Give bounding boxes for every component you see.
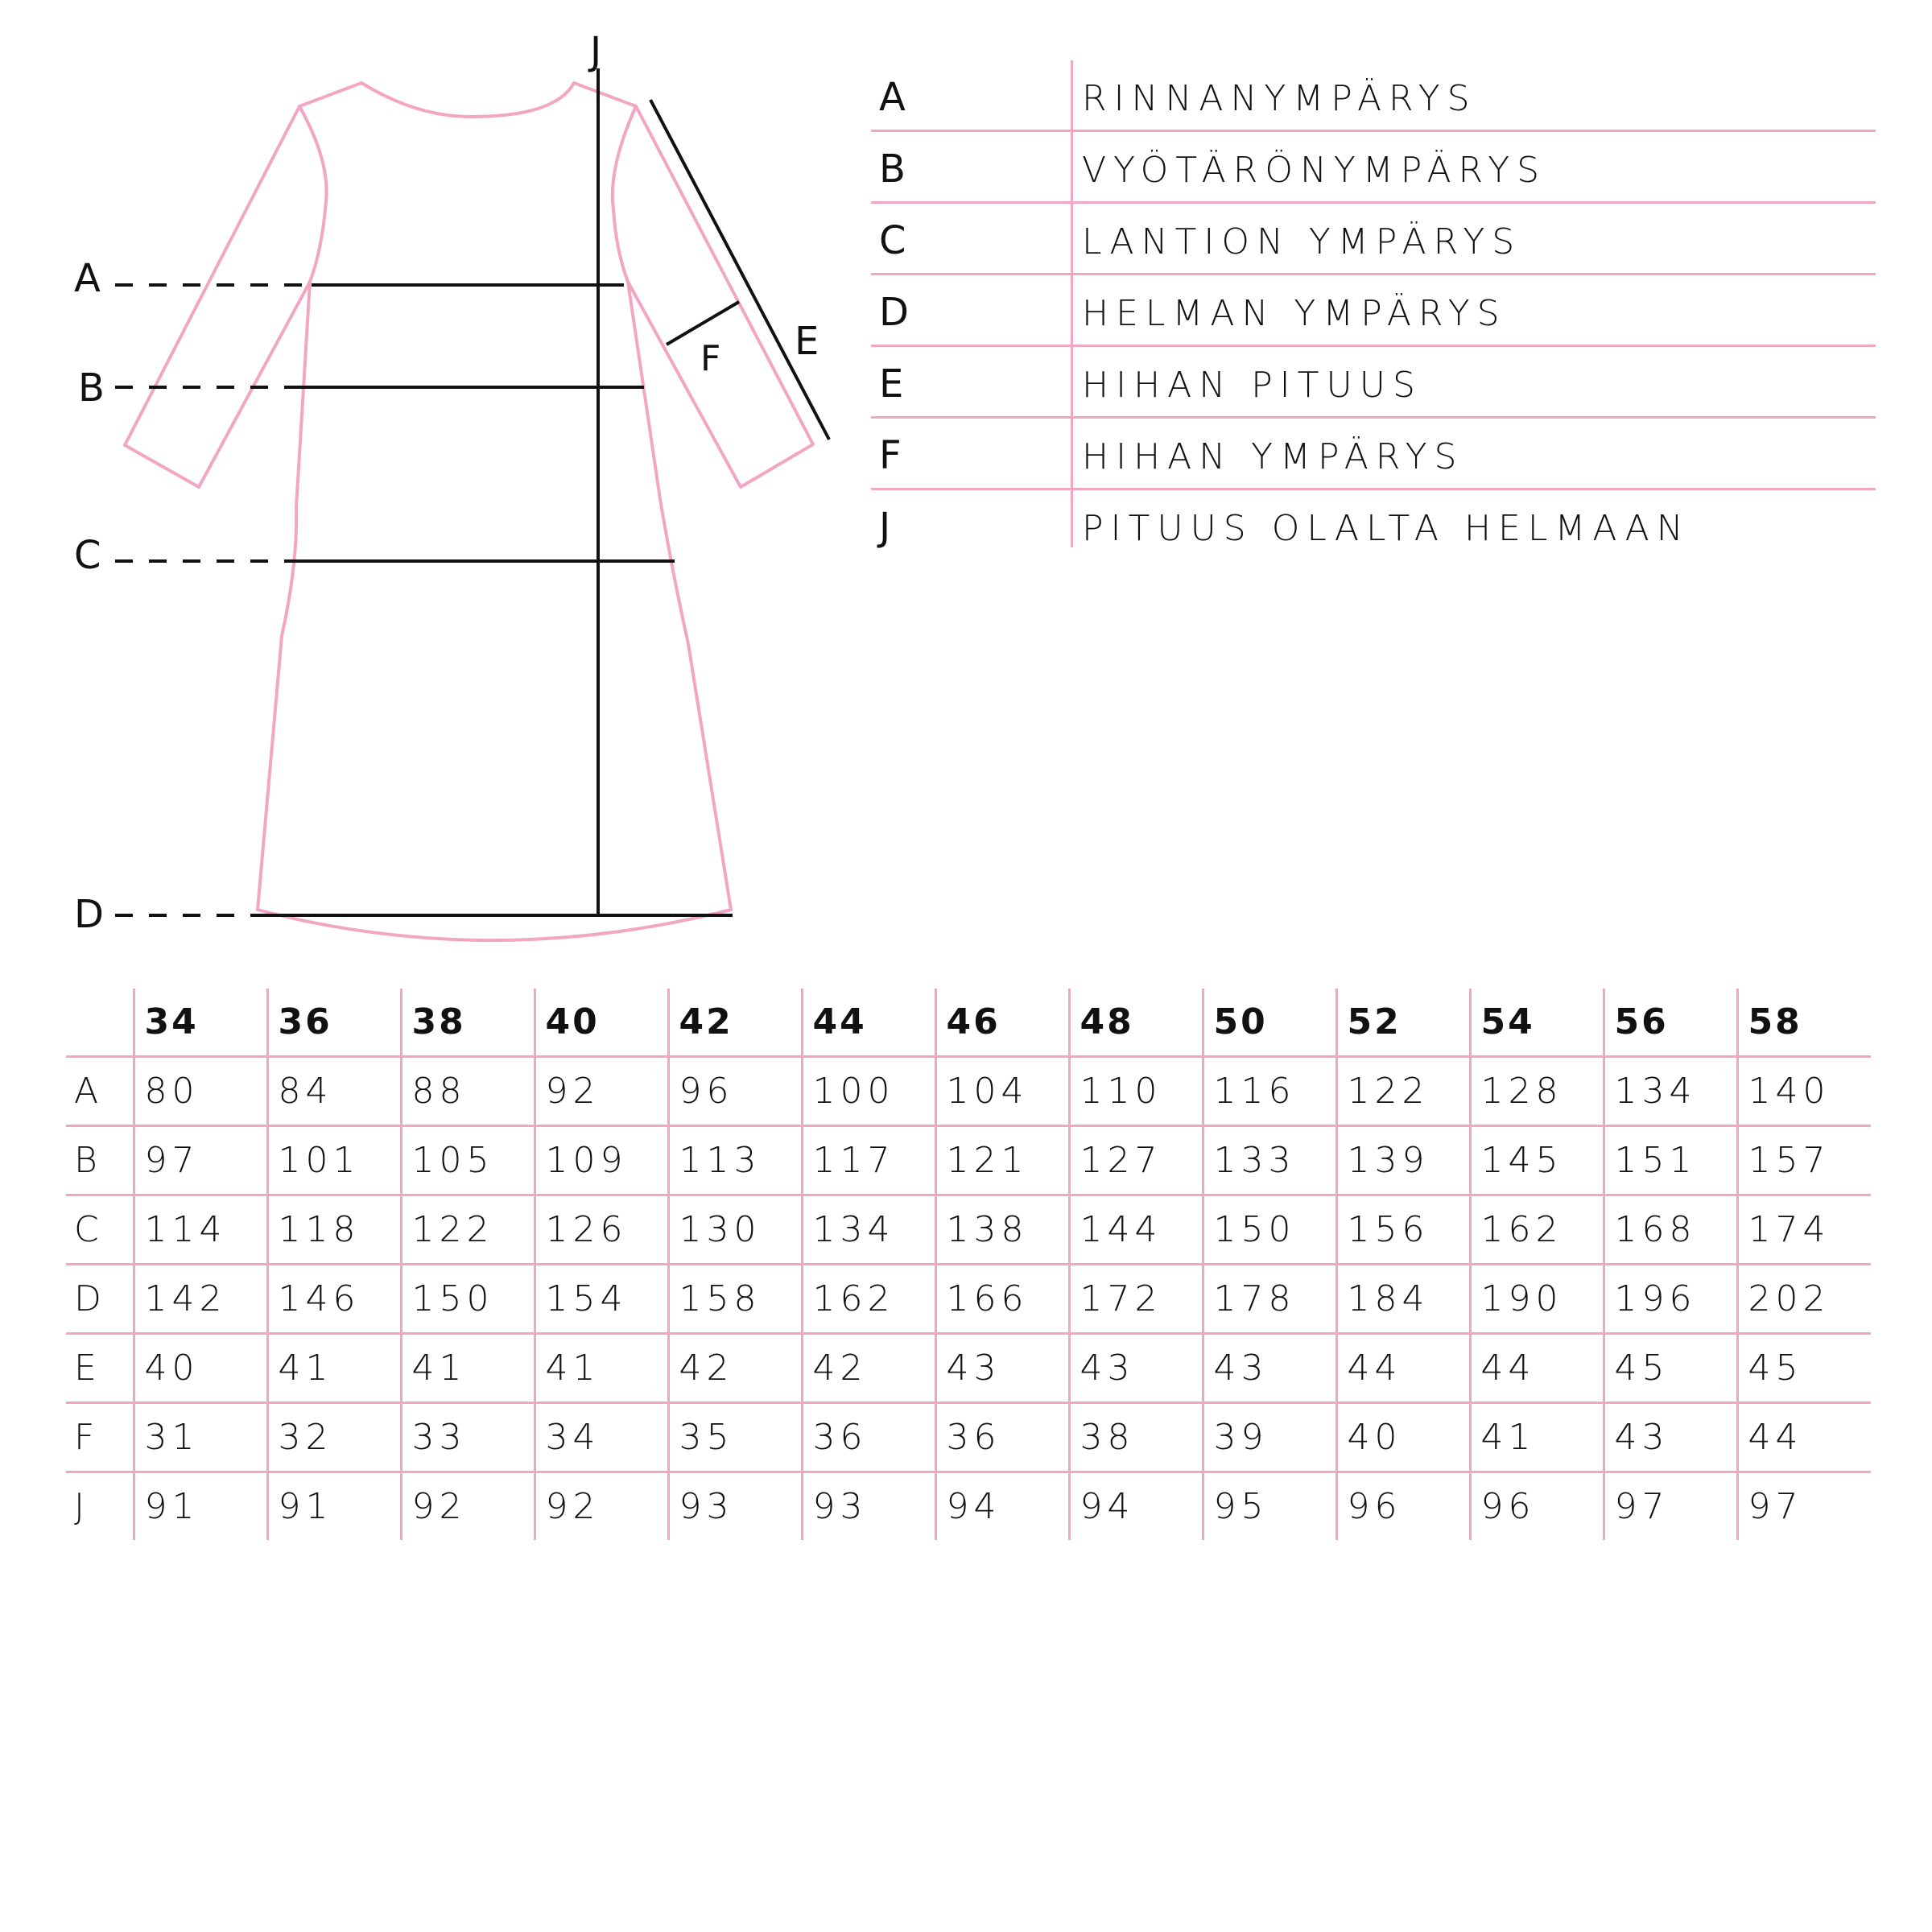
table-cell: 96 (1336, 1472, 1470, 1541)
measurement-legend (871, 60, 1876, 559)
table-cell: 43 (935, 1334, 1069, 1403)
table-cell: 92 (535, 1472, 668, 1541)
table-cell: 122 (401, 1195, 535, 1265)
legend-row (871, 132, 1876, 204)
table-row (66, 1195, 1871, 1265)
table-cell: 97 (1604, 1472, 1737, 1541)
legend-text: LANTION YMPÄRYS (1082, 221, 1522, 262)
legend-key: E (879, 361, 906, 407)
table-cell: 114 (134, 1195, 267, 1265)
table-cell: 145 (1470, 1126, 1604, 1195)
table-row (66, 1265, 1871, 1334)
label-J: J (590, 29, 602, 74)
table-cell: 122 (1336, 1057, 1470, 1126)
table-row (66, 1126, 1871, 1195)
table-cell: 154 (535, 1265, 668, 1334)
table-cell: 41 (401, 1334, 535, 1403)
size-header: 38 (401, 989, 535, 1057)
table-row (66, 1334, 1871, 1403)
legend-row (871, 490, 1876, 559)
size-table-body (66, 1057, 1871, 1541)
legend-key: J (879, 505, 893, 550)
table-cell: 41 (535, 1334, 668, 1403)
table-cell: 31 (134, 1403, 267, 1472)
table-cell: 93 (668, 1472, 802, 1541)
label-C: C (74, 533, 101, 578)
table-cell: 134 (1604, 1057, 1737, 1126)
table-corner (66, 989, 134, 1057)
table-cell: 178 (1203, 1265, 1336, 1334)
table-cell: 38 (1069, 1403, 1203, 1472)
table-cell: 126 (535, 1195, 668, 1265)
table-cell: 156 (1336, 1195, 1470, 1265)
table-cell: 128 (1470, 1057, 1604, 1126)
table-cell: 45 (1737, 1334, 1871, 1403)
size-header: 36 (267, 989, 401, 1057)
row-key: F (66, 1403, 134, 1472)
table-cell: 142 (134, 1265, 267, 1334)
table-cell: 40 (134, 1334, 267, 1403)
table-cell: 94 (1069, 1472, 1203, 1541)
table-cell: 105 (401, 1126, 535, 1195)
table-cell: 133 (1203, 1126, 1336, 1195)
table-cell: 158 (668, 1265, 802, 1334)
table-cell: 34 (535, 1403, 668, 1472)
table-cell: 33 (401, 1403, 535, 1472)
row-key: A (66, 1057, 134, 1126)
table-cell: 95 (1203, 1472, 1336, 1541)
table-cell: 150 (401, 1265, 535, 1334)
legend-row (871, 347, 1876, 419)
diagram-labels (74, 29, 819, 937)
table-cell: 166 (935, 1265, 1069, 1334)
table-cell: 97 (1737, 1472, 1871, 1541)
legend-text: HELMAN YMPÄRYS (1082, 293, 1507, 334)
size-table (66, 989, 1871, 1540)
table-cell: 41 (267, 1334, 401, 1403)
legend-text: HIHAN PITUUS (1082, 365, 1422, 406)
size-header: 50 (1203, 989, 1336, 1057)
size-header: 56 (1604, 989, 1737, 1057)
table-cell: 39 (1203, 1403, 1336, 1472)
label-E: E (795, 319, 819, 364)
label-B: B (78, 365, 105, 411)
table-cell: 162 (1470, 1195, 1604, 1265)
garment-diagram (0, 0, 853, 966)
legend-text: HIHAN YMPÄRYS (1082, 436, 1464, 477)
label-F: F (700, 338, 721, 379)
label-A: A (74, 256, 101, 301)
table-cell: 184 (1336, 1265, 1470, 1334)
row-key: C (66, 1195, 134, 1265)
legend-text: VYÖTÄRÖNYMPÄRYS (1082, 150, 1547, 191)
size-header: 46 (935, 989, 1069, 1057)
table-cell: 162 (802, 1265, 935, 1334)
table-cell: 127 (1069, 1126, 1203, 1195)
table-row (66, 1472, 1871, 1541)
table-cell: 43 (1203, 1334, 1336, 1403)
table-cell: 36 (935, 1403, 1069, 1472)
legend-key: D (879, 290, 910, 335)
table-cell: 118 (267, 1195, 401, 1265)
legend-key: C (879, 218, 908, 263)
table-cell: 96 (1470, 1472, 1604, 1541)
table-cell: 44 (1336, 1334, 1470, 1403)
table-cell: 91 (267, 1472, 401, 1541)
table-row (66, 1403, 1871, 1472)
table-cell: 42 (802, 1334, 935, 1403)
size-header: 52 (1336, 989, 1470, 1057)
table-cell: 84 (267, 1057, 401, 1126)
table-cell: 144 (1069, 1195, 1203, 1265)
table-cell: 117 (802, 1126, 935, 1195)
table-cell: 116 (1203, 1057, 1336, 1126)
table-cell: 44 (1737, 1403, 1871, 1472)
row-key: E (66, 1334, 134, 1403)
label-D: D (74, 892, 104, 937)
table-cell: 146 (267, 1265, 401, 1334)
table-cell: 196 (1604, 1265, 1737, 1334)
table-cell: 91 (134, 1472, 267, 1541)
legend-row (871, 419, 1876, 490)
table-cell: 80 (134, 1057, 267, 1126)
table-cell: 93 (802, 1472, 935, 1541)
table-cell: 36 (802, 1403, 935, 1472)
size-header: 34 (134, 989, 267, 1057)
table-cell: 101 (267, 1126, 401, 1195)
table-cell: 138 (935, 1195, 1069, 1265)
table-cell: 40 (1336, 1403, 1470, 1472)
size-header: 40 (535, 989, 668, 1057)
size-table-header (66, 989, 1871, 1057)
table-cell: 97 (134, 1126, 267, 1195)
table-cell: 92 (535, 1057, 668, 1126)
table-cell: 35 (668, 1403, 802, 1472)
table-cell: 92 (401, 1472, 535, 1541)
size-header: 48 (1069, 989, 1203, 1057)
table-cell: 134 (802, 1195, 935, 1265)
table-cell: 94 (935, 1472, 1069, 1541)
row-key: J (74, 1486, 85, 1527)
table-cell: 43 (1604, 1403, 1737, 1472)
table-cell: 157 (1737, 1126, 1871, 1195)
table-row (66, 1057, 1871, 1126)
measure-E-line (650, 100, 829, 440)
table-cell: 174 (1737, 1195, 1871, 1265)
legend-row (871, 60, 1876, 132)
size-header-row (66, 989, 1871, 1057)
legend-key: A (879, 75, 907, 120)
table-cell: 190 (1470, 1265, 1604, 1334)
table-cell: 113 (668, 1126, 802, 1195)
legend-key: F (879, 433, 903, 478)
table-cell: 100 (802, 1057, 935, 1126)
table-cell: 88 (401, 1057, 535, 1126)
size-header: 58 (1737, 989, 1871, 1057)
table-cell: 32 (267, 1403, 401, 1472)
table-cell: 172 (1069, 1265, 1203, 1334)
size-header: 44 (802, 989, 935, 1057)
legend-key: B (879, 147, 907, 192)
table-cell: 109 (535, 1126, 668, 1195)
row-key: B (66, 1126, 134, 1195)
table-cell: 140 (1737, 1057, 1871, 1126)
table-cell: 121 (935, 1126, 1069, 1195)
table-cell: 130 (668, 1195, 802, 1265)
table-cell: 41 (1470, 1403, 1604, 1472)
row-key: D (66, 1265, 134, 1334)
size-header: 42 (668, 989, 802, 1057)
table-cell: 104 (935, 1057, 1069, 1126)
table-cell: 150 (1203, 1195, 1336, 1265)
table-cell: 110 (1069, 1057, 1203, 1126)
table-cell: 151 (1604, 1126, 1737, 1195)
table-cell: 96 (668, 1057, 802, 1126)
table-cell: 202 (1737, 1265, 1871, 1334)
table-cell: 44 (1470, 1334, 1604, 1403)
legend-row (871, 275, 1876, 347)
size-header: 54 (1470, 989, 1604, 1057)
measure-lines (115, 68, 829, 915)
legend-text: PITUUS OLALTA HELMAAN (1082, 508, 1690, 549)
table-cell: 45 (1604, 1334, 1737, 1403)
table-cell: 42 (668, 1334, 802, 1403)
table-cell: 139 (1336, 1126, 1470, 1195)
table-cell: 168 (1604, 1195, 1737, 1265)
legend-row (871, 204, 1876, 275)
legend-text: RINNANYMPÄRYS (1082, 78, 1477, 119)
table-cell: 43 (1069, 1334, 1203, 1403)
